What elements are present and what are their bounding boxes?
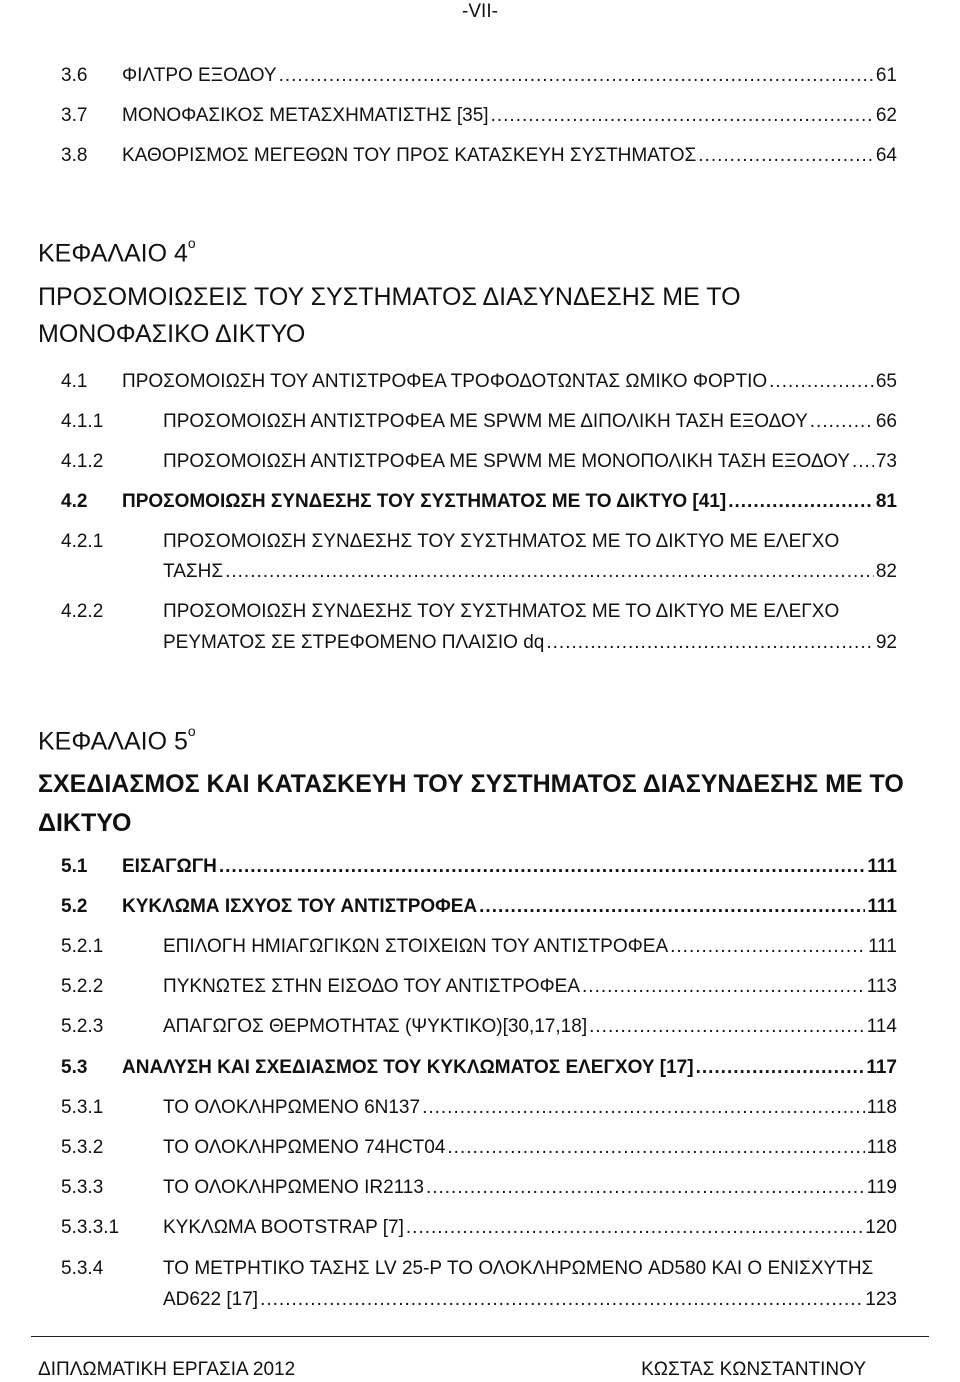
- entry-title: ΠΡΟΣΟΜΟΙΩΣΗ ΣΥΝΔΕΣΗΣ ΤΟΥ ΣΥΣΤΗΜΑΤΟΣ ΜΕ ΤΟ ΔΙΚΤΥΟ [41]: [122, 491, 727, 512]
- toc-entry-4-2[interactable]: [61, 490, 897, 514]
- entry-number: 4.1.2: [61, 451, 104, 472]
- footer-rule: [31, 1336, 929, 1337]
- entry-number: 5.3.4: [61, 1258, 104, 1279]
- leader-dots: [696, 1056, 865, 1080]
- entry-number: 4.1.1: [61, 411, 104, 432]
- leader-dots: [479, 895, 865, 919]
- entry-page: 92: [875, 632, 897, 653]
- leader-dots: [447, 1136, 864, 1160]
- chapter-5-title-line-2: ΔΙΚΤΥΟ: [38, 809, 132, 837]
- page-number: -VII-: [462, 1, 498, 22]
- leader-dots: [728, 490, 874, 514]
- leader-dots: [698, 144, 874, 168]
- entry-title: ΠΥΚΝΩΤΕΣ ΣΤΗΝ ΕΙΣΟΔΟ ΤΟΥ ΑΝΤΙΣΤΡΟΦΕΑ: [163, 976, 581, 997]
- chapter-4-title-line-2: ΜΟΝΟΦΑΣΙΚΟ ΔΙΚΤΥΟ: [38, 320, 306, 348]
- leader-dots: [426, 1176, 865, 1200]
- chapter-4-label: ΚΕΦΑΛΑΙΟ $4^o$: [38, 235, 196, 268]
- entry-title-line-1: ΠΡΟΣΟΜΟΙΩΣΗ ΣΥΝΔΕΣΗΣ ΤΟΥ ΣΥΣΤΗΜΑΤΟΣ ΜΕ ΤΟ ΔΙΚΤΥΟ ΜΕ ΕΛΕΓΧΟ: [163, 531, 840, 552]
- entry-page: 117: [866, 1057, 897, 1078]
- entry-page: 120: [865, 1217, 897, 1238]
- entry-title: ΚΥΚΛΩΜΑ ΙΣΧΥΟΣ ΤΟΥ ΑΝΤΙΣΤΡΟΦΕΑ: [122, 896, 478, 917]
- footer-right-text: ΚΩΣΤΑΣ ΚΩΝΣΤΑΝΤΙΝΟΥ: [641, 1359, 866, 1380]
- entry-title: ΕΙΣΑΓΩΓΗ: [122, 856, 217, 877]
- entry-title: ΤΟ ΟΛΟΚΛΗΡΩΜΕΝΟ 6N137: [163, 1097, 421, 1118]
- toc-entry-5-3-4-cont[interactable]: [163, 1288, 897, 1312]
- entry-page: 111: [867, 856, 897, 877]
- leader-dots: [219, 855, 866, 879]
- toc-entry-5-3-3-1[interactable]: [61, 1216, 897, 1240]
- entry-number: 5.3: [61, 1057, 88, 1078]
- entry-page: 82: [875, 561, 897, 582]
- chapter-5-title-line-1: ΣΧΕΔΙΑΣΜΟΣ ΚΑΙ ΚΑΤΑΣΚΕΥΗ ΤΟΥ ΣΥΣΤΗΜΑΤΟΣ ΔΙΑΣΥΝΔΕΣΗΣ ΜΕ ΤΟ: [38, 770, 904, 798]
- entry-title: ΤΟ ΟΛΟΚΛΗΡΩΜΕΝΟ 74HCT04: [163, 1137, 446, 1158]
- entry-page: 81: [875, 491, 897, 512]
- leader-dots: [589, 1015, 865, 1039]
- entry-number: 3.6: [61, 65, 88, 86]
- toc-entry-4-2-2-cont[interactable]: [163, 631, 897, 655]
- entry-title: ΤΟ ΟΛΟΚΛΗΡΩΜΕΝΟ IR2113: [163, 1177, 424, 1198]
- footer-left-text: ΔΙΠΛΩΜΑΤΙΚΗ ΕΡΓΑΣΙΑ 2012: [38, 1359, 296, 1380]
- entry-page: 123: [865, 1289, 897, 1310]
- entry-page: 62: [875, 105, 897, 126]
- toc-entry-5-3[interactable]: [61, 1056, 897, 1080]
- toc-entry-5-2-2[interactable]: [61, 975, 897, 999]
- entry-number: 5.2.3: [61, 1016, 104, 1037]
- leader-dots: [546, 631, 873, 655]
- toc-entry-5-2-1[interactable]: [61, 935, 897, 959]
- toc-entry-3-8[interactable]: [61, 144, 897, 168]
- leader-dots: [769, 370, 874, 394]
- entry-page: 66: [875, 411, 897, 432]
- leader-dots: [582, 975, 865, 999]
- leader-dots: [406, 1216, 863, 1240]
- entry-number: 5.3.3.1: [61, 1217, 120, 1238]
- entry-title: ΚΑΘΟΡΙΣΜΟΣ ΜΕΓΕΘΩΝ ΤΟΥ ΠΡΟΣ ΚΑΤΑΣΚΕΥΗ ΣΥΣΤΗΜΑΤΟΣ: [122, 145, 697, 166]
- entry-title: ΠΡΟΣΟΜΟΙΩΣΗ ΑΝΤΙΣΤΡΟΦΕΑ ΜΕ SPWM ΜΕ ΜΟΝΟΠΟΛΙΚΗ ΤΑΣΗ ΕΞΟΔΟΥ: [163, 451, 850, 472]
- entry-page: 61: [875, 65, 897, 86]
- entry-number: 5.2: [61, 896, 88, 917]
- entry-page: 111: [867, 896, 897, 917]
- entry-title-line-2: AD622 [17]: [163, 1289, 259, 1310]
- toc-entry-4-2-2[interactable]: [61, 600, 897, 624]
- leader-dots: [670, 935, 866, 959]
- entry-title: ΑΠΑΓΩΓΟΣ ΘΕΡΜΟΤΗΤΑΣ (ΨΥΚΤΙΚΟ)[30,17,18]: [163, 1016, 588, 1037]
- entry-title-line-2: ΡΕΥΜΑΤΟΣ ΣΕ ΣΤΡΕΦΟΜΕΝΟ ΠΛΑΙΣΙΟ dq: [163, 632, 545, 653]
- toc-entry-5-1[interactable]: [61, 855, 897, 879]
- entry-title: ΑΝΑΛΥΣΗ ΚΑΙ ΣΧΕΔΙΑΣΜΟΣ ΤΟΥ ΚΥΚΛΩΜΑΤΟΣ ΕΛΕΓΧΟΥ [17]: [122, 1057, 694, 1078]
- entry-title-line-1: ΤΟ ΜΕΤΡΗΤΙΚΟ ΤΑΣΗΣ LV 25-P ΤΟ ΟΛΟΚΛΗΡΩΜΕΝΟ AD580 ΚΑΙ Ο ΕΝΙΣΧΥΤΗΣ: [163, 1258, 874, 1279]
- entry-title: ΚΥΚΛΩΜΑ BOOTSTRAP [7]: [163, 1217, 404, 1238]
- entry-title-line-2: ΤΑΣΗΣ: [163, 561, 224, 582]
- toc-entry-4-1[interactable]: [61, 370, 897, 394]
- entry-title-line-1: ΠΡΟΣΟΜΟΙΩΣΗ ΣΥΝΔΕΣΗΣ ΤΟΥ ΣΥΣΤΗΜΑΤΟΣ ΜΕ ΤΟ ΔΙΚΤΥΟ ΜΕ ΕΛΕΓΧΟ: [163, 601, 840, 622]
- entry-number: 3.8: [61, 145, 88, 166]
- entry-number: 5.2.1: [61, 936, 104, 957]
- toc-entry-4-1-1[interactable]: [61, 410, 897, 434]
- toc-entry-4-2-1[interactable]: [61, 530, 897, 554]
- entry-number: 4.2: [61, 491, 88, 512]
- entry-number: 4.2.1: [61, 531, 104, 552]
- toc-entry-5-2-3[interactable]: [61, 1015, 897, 1039]
- leader-dots: [225, 560, 874, 584]
- toc-entry-3-6[interactable]: [61, 64, 897, 88]
- toc-entry-5-2[interactable]: [61, 895, 897, 919]
- entry-number: 5.3.2: [61, 1137, 104, 1158]
- entry-number: 5.3.1: [61, 1097, 104, 1118]
- chapter-5-label: ΚΕΦΑΛΑΙΟ $5^o$: [38, 723, 196, 756]
- entry-title: ΦΙΛΤΡΟ ΕΞΟΔΟΥ: [122, 65, 277, 86]
- leader-dots: [279, 64, 874, 88]
- leader-dots: [852, 450, 874, 474]
- entry-number: 4.1: [61, 371, 88, 392]
- chapter-4-title-line-1: ΠΡΟΣΟΜΟΙΩΣΕΙΣ ΤΟΥ ΣΥΣΤΗΜΑΤΟΣ ΔΙΑΣΥΝΔΕΣΗΣ ΜΕ ΤΟ: [38, 283, 741, 311]
- toc-entry-5-3-1[interactable]: [61, 1096, 897, 1120]
- entry-number: 4.2.2: [61, 601, 104, 622]
- entry-page: 65: [875, 371, 897, 392]
- entry-title: ΕΠΙΛΟΓΗ ΗΜΙΑΓΩΓΙΚΩΝ ΣΤΟΙΧΕΙΩΝ ΤΟΥ ΑΝΤΙΣΤΡΟΦΕΑ: [163, 936, 669, 957]
- entry-title: ΜΟΝΟΦΑΣΙΚΟΣ ΜΕΤΑΣΧΗΜΑΤΙΣΤΗΣ [35]: [122, 105, 489, 126]
- entry-page: 73: [875, 451, 897, 472]
- leader-dots: [260, 1288, 863, 1312]
- leader-dots: [422, 1096, 865, 1120]
- toc-entry-5-3-3[interactable]: [61, 1176, 897, 1200]
- entry-number: 3.7: [61, 105, 88, 126]
- entry-page: 114: [866, 1016, 897, 1037]
- entry-page: 113: [866, 976, 897, 997]
- entry-title: ΠΡΟΣΟΜΟΙΩΣΗ ΤΟΥ ΑΝΤΙΣΤΡΟΦΕΑ ΤΡΟΦΟΔΟΤΩΝΤΑΣ ΩΜΙΚΟ ΦΟΡΤΙΟ: [122, 371, 768, 392]
- entry-number: 5.2.2: [61, 976, 104, 997]
- entry-page: 64: [875, 145, 897, 166]
- entry-page: 119: [866, 1177, 897, 1198]
- toc-entry-3-7[interactable]: [61, 104, 897, 128]
- entry-page: 111: [868, 936, 897, 957]
- toc-entry-4-1-2[interactable]: [61, 450, 897, 474]
- toc-entry-5-3-4[interactable]: [61, 1257, 897, 1281]
- leader-dots: [810, 410, 874, 434]
- toc-entry-5-3-2[interactable]: [61, 1136, 897, 1160]
- entry-title: ΠΡΟΣΟΜΟΙΩΣΗ ΑΝΤΙΣΤΡΟΦΕΑ ΜΕ SPWM ΜΕ ΔΙΠΟΛΙΚΗ ΤΑΣΗ ΕΞΟΔΟΥ: [163, 411, 808, 432]
- entry-page: 118: [866, 1137, 897, 1158]
- entry-number: 5.1: [61, 856, 88, 877]
- leader-dots: [491, 104, 874, 128]
- entry-page: 118: [866, 1097, 897, 1118]
- toc-entry-4-2-1-cont[interactable]: [163, 560, 897, 584]
- entry-number: 5.3.3: [61, 1177, 104, 1198]
